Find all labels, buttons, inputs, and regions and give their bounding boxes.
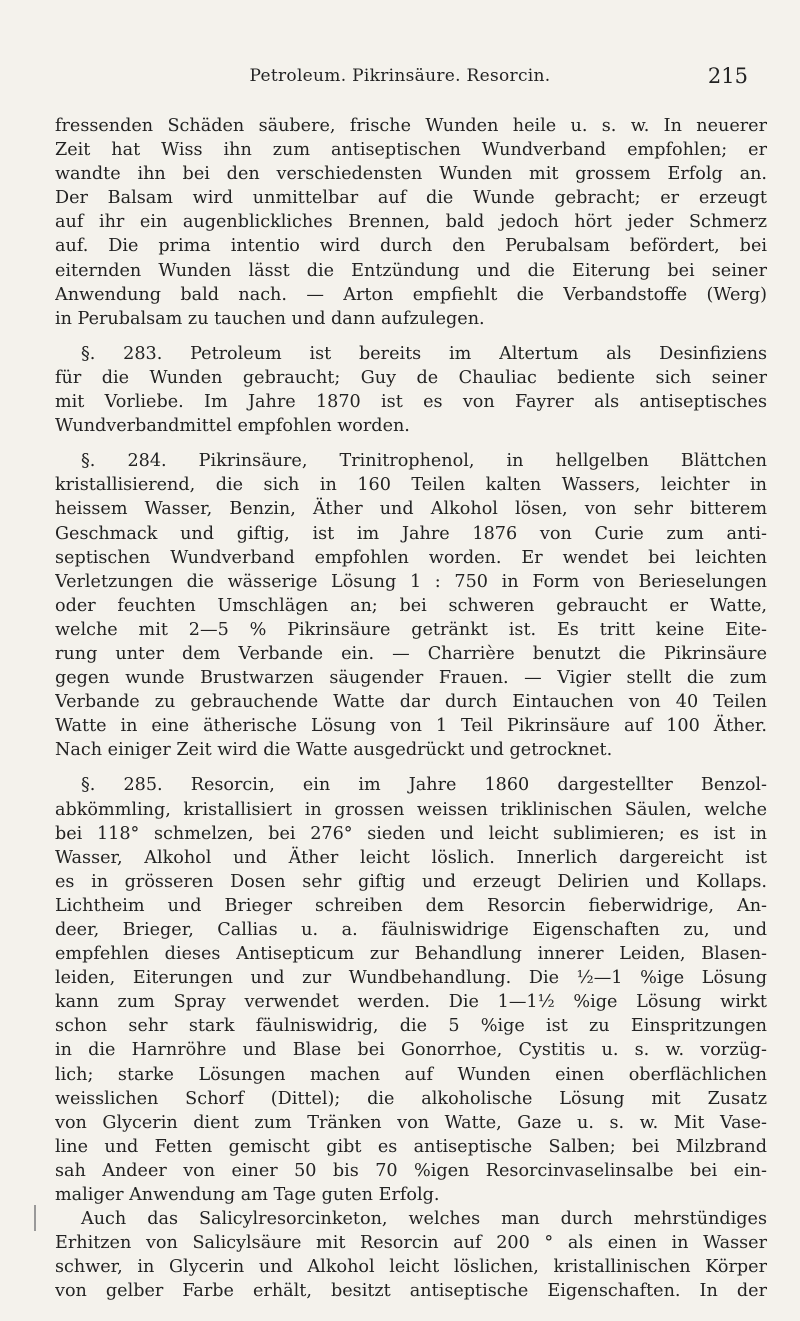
body-text — [55, 114, 767, 1304]
text-line: abkömmling, kristallisiert in grossen weissen triklinischen Säulen, welche — [55, 799, 767, 820]
text-line: maliger Anwendung am Tage guten Erfolg. — [55, 1185, 440, 1206]
text-line: Nach einiger Zeit wird die Watte ausgedrückt und getrocknet. — [55, 740, 613, 761]
text-line: für die Wunden gebraucht; Guy de Chauliac bediente sich seiner — [55, 367, 767, 388]
running-head — [0, 64, 800, 94]
text-line: empfehlen dieses Antisepticum zur Behandlung innerer Leiden, Blasen- — [55, 944, 767, 965]
text-line: septischen Wundverband empfohlen worden. Er wendet bei leichten — [55, 547, 767, 568]
paragraph-gap — [55, 331, 767, 342]
text-line: welche mit 2—5 % Pikrinsäure getränkt ist. Es tritt keine Eite- — [55, 619, 767, 640]
paragraph — [55, 342, 767, 438]
text-line: Erhitzen von Salicylsäure mit Resorcin auf 200 ° als einen in Wasser — [55, 1233, 767, 1254]
text-line: von gelber Farbe erhält, besitzt antiseptische Eigenschaften. In der — [55, 1281, 767, 1302]
text-line: weisslichen Schorf (Dittel); die alkoholische Lösung mit Zusatz — [55, 1088, 767, 1109]
text-line: Auch das Salicylresorcinketon, welches man durch mehrstündiges — [81, 1209, 767, 1230]
text-line: Geschmack und giftig, ist im Jahre 1876 von Curie zum anti- — [55, 523, 767, 544]
page-number: 215 — [707, 64, 748, 88]
text-line: Wundverbandmittel empfohlen worden. — [55, 416, 410, 437]
text-line: schwer, in Glycerin und Alkohol leicht löslichen, kristallinischen Körper — [55, 1257, 767, 1278]
text-line: eiternden Wunden lässt die Entzündung und die Eiterung bei seiner — [55, 260, 767, 281]
text-line: line und Fetten gemischt gibt es antiseptische Salben; bei Milzbrand — [55, 1136, 767, 1157]
paragraph-gap — [55, 762, 767, 773]
text-line: §. 284. Pikrinsäure, Trinitrophenol, in hellgelben Blättchen — [81, 451, 767, 472]
text-line: mit Vorliebe. Im Jahre 1870 ist es von Fayrer als antiseptisches — [55, 392, 767, 413]
text-line: auf ihr ein augenblickliches Brennen, bald jedoch hört jeder Schmerz — [55, 212, 767, 233]
paragraph — [55, 773, 767, 1207]
text-line: rung unter dem Verbande ein. — Charrière benutzt die Pikrinsäure — [55, 643, 767, 664]
text-line: fressenden Schäden säubere, frische Wunden heile u. s. w. In neuerer — [55, 116, 767, 136]
text-line: heissem Wasser, Benzin, Äther und Alkohol lösen, von sehr bitterem — [55, 499, 767, 520]
text-line: §. 283. Petroleum ist bereits im Altertum als Desinfiziens — [81, 343, 767, 364]
text-line: oder feuchten Umschlägen an; bei schweren gebraucht er Watte, — [55, 595, 767, 616]
text-line: kristallisierend, die sich in 160 Teilen kalten Wassers, leichter in — [55, 475, 767, 496]
text-line: es in grösseren Dosen sehr giftig und erzeugt Delirien und Kollaps. — [55, 871, 767, 892]
text-line: von Glycerin dient zum Tränken von Watte, Gaze u. s. w. Mit Vase- — [55, 1112, 767, 1133]
running-title: Petroleum. Pikrinsäure. Resorcin. — [249, 66, 551, 86]
text-line: lich; starke Lösungen machen auf Wunden einen oberflächlichen — [55, 1064, 767, 1085]
text-line: Wasser, Alkohol und Äther leicht löslich. Innerlich dargereicht ist — [55, 847, 767, 868]
text-line: kann zum Spray verwendet werden. Die 1—1½ %ige Lösung wirkt — [55, 992, 767, 1013]
text-line: bei 118° schmelzen, bei 276° sieden und leicht sublimieren; es ist in — [55, 823, 767, 844]
paragraph-gap — [55, 438, 767, 449]
paragraph — [55, 449, 767, 762]
text-line: Lichtheim und Brieger schreiben dem Resorcin fieberwidrige, An- — [55, 895, 767, 916]
text-line: auf. Die prima intentio wird durch den Perubalsam befördert, bei — [55, 236, 767, 257]
text-line: Watte in eine ätherische Lösung von 1 Teil Pikrinsäure auf 100 Äther. — [55, 716, 767, 737]
text-line: gegen wunde Brustwarzen säugender Frauen. — Vigier stellt die zum — [55, 668, 767, 689]
text-line: Zeit hat Wiss ihn zum antiseptischen Wundverband empfohlen; er — [55, 140, 767, 161]
text-line: Anwendung bald nach. — Arton empfiehlt die Verbandstoffe (Werg) — [55, 284, 767, 305]
text-line: Verletzungen die wässerige Lösung 1 : 750 in Form von Berieselungen — [55, 571, 767, 592]
text-line: Der Balsam wird unmittelbar auf die Wunde gebracht; er erzeugt — [55, 188, 767, 209]
paragraph — [55, 1207, 767, 1303]
text-line: in Perubalsam zu tauchen und dann aufzulegen. — [55, 308, 485, 329]
text-line: sah Andeer von einer 50 bis 70 %igen Resorcinvaselinsalbe bei ein- — [55, 1160, 767, 1181]
text-line: wandte ihn bei den verschiedensten Wunden mit grossem Erfolg an. — [55, 164, 767, 185]
text-line: in die Harnröhre und Blase bei Gonorrhoe, Cystitis u. s. w. vorzüg- — [55, 1040, 767, 1061]
text-line: deer, Brieger, Callias u. a. fäulniswidrige Eigenschaften zu, und — [55, 920, 767, 940]
paragraph — [55, 114, 767, 331]
page-edge-mark — [34, 1205, 36, 1231]
text-line: leiden, Eiterungen und zur Wundbehandlung. Die ½—1 %ige Lösung — [55, 968, 767, 989]
text-line: Verbande zu gebrauchende Watte dar durch Eintauchen von 40 Teilen — [55, 692, 767, 713]
text-line: schon sehr stark fäulniswidrig, die 5 %ige ist zu Einspritzungen — [55, 1016, 767, 1037]
text-line: §. 285. Resorcin, ein im Jahre 1860 dargestellter Benzol- — [81, 775, 767, 796]
